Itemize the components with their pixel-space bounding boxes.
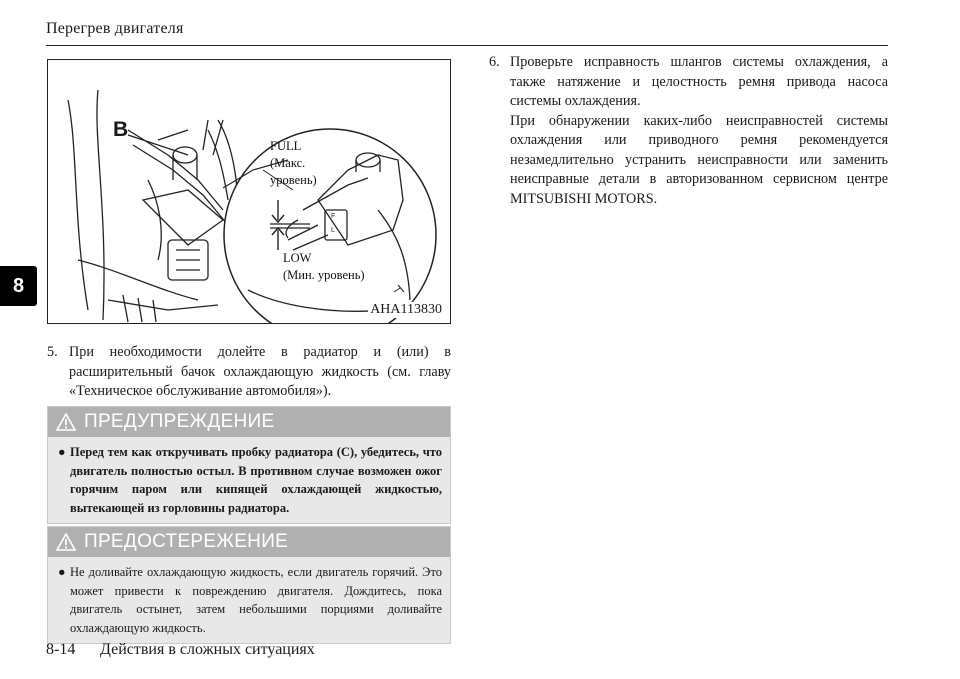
low-level-label (283, 250, 365, 284)
full-sub2: уровень) (270, 173, 317, 187)
warning-body (48, 437, 450, 523)
bullet-icon: ● (58, 445, 66, 459)
page-number: 8-14 (46, 641, 76, 658)
warning-header (48, 407, 450, 437)
warning-title: ПРЕДУПРЕЖДЕНИЕ (84, 411, 275, 432)
page-header-title: Перегрев двигателя (46, 20, 184, 37)
caution-body (48, 557, 450, 643)
step-text: Проверьте исправность шлангов системы охлаждения, а также натяжение и целостность ремня привода насоса системы охлаждения. (510, 54, 888, 109)
caution-box (47, 526, 451, 644)
caution-triangle-icon (56, 533, 76, 551)
low-label: LOW (283, 251, 312, 265)
warning-box (47, 406, 451, 524)
bullet-icon: ● (58, 565, 66, 579)
figure-code: AHA113830 (370, 302, 442, 317)
step-text: При необходимости долейте в радиатор и (или) в расширительный бачок охлаждающую жидкость (см. главу «Техническое обслуживание автомобиля»). (69, 344, 451, 399)
step-5 (47, 343, 451, 402)
caution-header (48, 527, 450, 557)
step-number: 5. (47, 344, 58, 360)
full-sub1: (Макс. (270, 156, 306, 170)
step-6 (489, 53, 888, 209)
warning-triangle-icon (56, 413, 76, 431)
step-text-2: При обнаружении каких-либо неисправностей системы охлаждения или приводного ремня рекомендуется незамедлительно устранить неисправности или заменить неисправные детали в авторизованном сервисном центре MITSUBISHI MOTORS. (510, 112, 888, 207)
caution-title: ПРЕДОСТЕРЕЖЕНИЕ (84, 531, 289, 552)
engine-bay-illustration (48, 60, 451, 324)
full-label: FULL (270, 139, 302, 153)
figure-label-b: B (113, 118, 129, 141)
header-rule (46, 45, 888, 46)
warning-text: Перед тем как откручивать пробку радиатора (C), убедитесь, что двигатель полностью остыл. В противном случае возможен ожог горячим паром или кипящей охлаждающей жидкостью, вытекающей из горловины радиатора. (70, 445, 442, 515)
section-title: Действия в сложных ситуациях (100, 641, 315, 658)
svg-text:F: F (331, 213, 336, 220)
coolant-tank-figure (47, 59, 451, 324)
svg-text:L: L (331, 227, 335, 234)
low-sub: (Мин. уровень) (283, 268, 365, 282)
caution-text: Не доливайте охлаждающую жидкость, если двигатель горячий. Это может привести к повреждению двигателя. Дождитесь, пока двигатель остынет, затем небольшими порциями доливайте охлаждающую жидкость. (70, 565, 442, 635)
step-number: 6. (489, 54, 500, 70)
full-level-label (270, 138, 317, 189)
chapter-tab: 8 (0, 266, 37, 306)
